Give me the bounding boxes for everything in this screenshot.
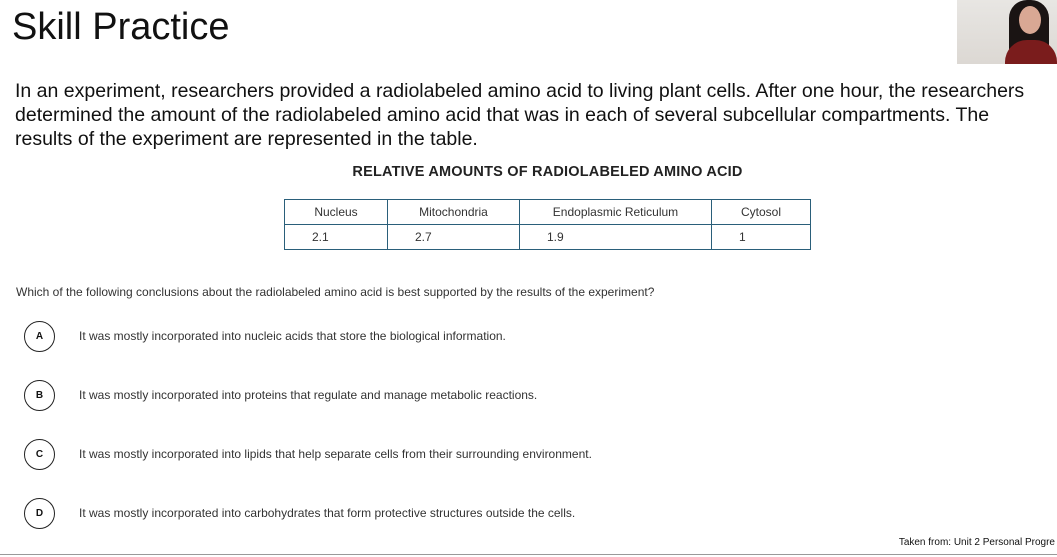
value-cell-cytosol: 1 <box>712 225 811 250</box>
header-cell-cytosol: Cytosol <box>712 200 811 225</box>
option-c-letter-circle[interactable]: C <box>24 439 55 470</box>
option-b[interactable] <box>24 378 537 412</box>
option-c-text: It was mostly incorporated into lipids that help separate cells from their surrounding environment. <box>79 447 592 461</box>
results-table <box>284 199 811 250</box>
intro-paragraph: In an experiment, researchers provided a radiolabeled amino acid to living plant cells. After one hour, the researchers determined the amount of the radiolabeled amino acid that was in each of several subcellular compartments. The results of the experiment are represented in the table. <box>15 80 1025 150</box>
table-header-row <box>285 200 811 225</box>
presenter-webcam <box>957 0 1057 64</box>
option-b-letter-circle[interactable]: B <box>24 380 55 411</box>
presenter-face <box>1019 6 1041 34</box>
option-a[interactable] <box>24 319 506 353</box>
value-cell-nucleus: 2.1 <box>285 225 388 250</box>
table-value-row <box>285 225 811 250</box>
option-d[interactable] <box>24 496 575 530</box>
option-b-text: It was mostly incorporated into proteins that regulate and manage metabolic reactions. <box>79 388 538 402</box>
slide-title: Skill Practice <box>12 6 230 48</box>
table-title: RELATIVE AMOUNTS OF RADIOLABELED AMINO ACID <box>352 164 743 180</box>
source-footer: Taken from: Unit 2 Personal Progre <box>898 537 1055 548</box>
option-d-letter-circle[interactable]: D <box>24 498 55 529</box>
header-cell-mitochondria: Mitochondria <box>388 200 520 225</box>
header-cell-nucleus: Nucleus <box>285 200 388 225</box>
option-a-text: It was mostly incorporated into nucleic acids that store the biological information. <box>79 329 506 343</box>
footer-divider <box>0 554 1057 555</box>
option-d-text: It was mostly incorporated into carbohydrates that form protective structures outside the cells. <box>79 506 576 520</box>
value-cell-er: 1.9 <box>520 225 712 250</box>
question-text: Which of the following conclusions about the radiolabeled amino acid is best supported by the results of the experiment? <box>16 285 655 299</box>
header-cell-er: Endoplasmic Reticulum <box>520 200 712 225</box>
presenter-shirt <box>1005 40 1057 64</box>
value-cell-mitochondria: 2.7 <box>388 225 520 250</box>
option-c[interactable] <box>24 437 592 471</box>
option-a-letter-circle[interactable]: A <box>24 321 55 352</box>
